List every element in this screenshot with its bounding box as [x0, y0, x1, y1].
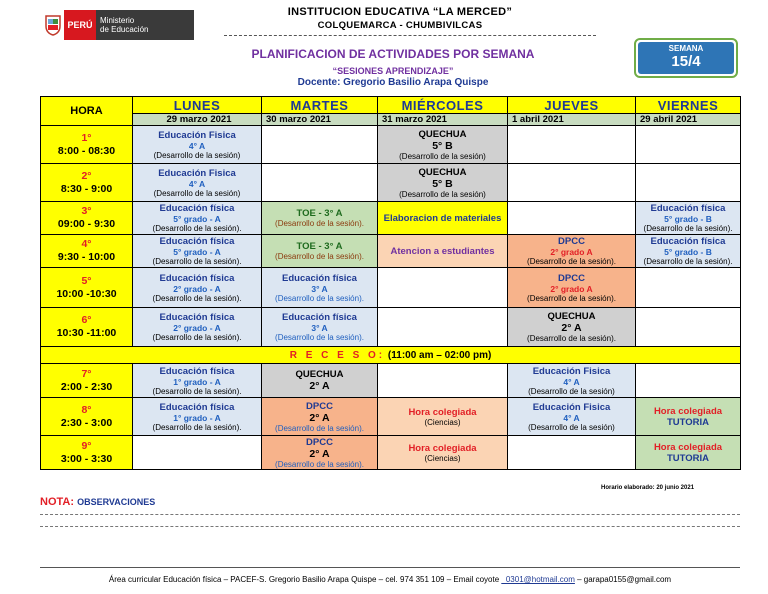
period-cell: 8° 2:30 - 3:00	[41, 398, 133, 436]
period-cell: 6° 10:30 -11:00	[41, 308, 133, 347]
class-cell: Hora colegiada (Ciencias)	[378, 436, 508, 470]
peru-shield-icon	[42, 10, 64, 40]
week-value: 15/4	[671, 53, 701, 70]
recess-cell: R E C E S O: (11:00 am – 02:00 pm)	[41, 347, 741, 364]
class-cell: Educación Fisica 4° A (Desarrollo de la sesión)	[133, 164, 262, 202]
class-cell: QUECHUA 2° A	[262, 364, 378, 398]
class-cell: Hora colegiada TUTORIA	[636, 398, 741, 436]
table-row	[41, 398, 741, 436]
header-divider	[224, 35, 596, 36]
class-cell: QUECHUA 5° B (Desarrollo de la sesión)	[378, 126, 508, 164]
class-cell: TOE - 3° A (Desarrollo de la sesión).	[262, 235, 378, 268]
table-row	[41, 436, 741, 470]
day-wednesday: MIÉRCOLES	[378, 97, 508, 114]
empty-cell	[262, 126, 378, 164]
table-row	[41, 235, 741, 268]
institution-location: COLQUEMARCA - CHUMBIVILCAS	[317, 20, 483, 31]
class-cell: TOE - 3° A (Desarrollo de la sesión).	[262, 202, 378, 235]
elaborated-date: Horario elaborado: 20 junio 2021	[601, 485, 695, 491]
table-row	[41, 268, 741, 308]
empty-cell	[508, 164, 636, 202]
table-row	[41, 126, 741, 164]
class-cell: DPCC 2° grado A (Desarrollo de la sesión).	[508, 235, 636, 268]
logo-ministerio-text: Ministerio de Educación	[96, 10, 194, 40]
period-cell: 5° 10:00 -10:30	[41, 268, 133, 308]
date-tuesday: 30 marzo 2021	[262, 114, 378, 126]
observation-line	[40, 526, 740, 527]
class-cell: DPCC 2° grado A (Desarrollo de la sesión).	[508, 268, 636, 308]
date-friday: 29 abril 2021	[636, 114, 741, 126]
period-cell: 7° 2:00 - 2:30	[41, 364, 133, 398]
week-box	[634, 38, 738, 78]
institution-name: INSTITUCION EDUCATIVA “LA MERCED”	[287, 6, 513, 18]
empty-cell	[378, 308, 508, 347]
class-cell: Elaboracion de materiales	[378, 202, 508, 235]
date-row	[41, 114, 741, 126]
class-cell: Educación física 1° grado - A (Desarrollo de la sesión).	[133, 398, 262, 436]
empty-cell	[508, 126, 636, 164]
day-tuesday: MARTES	[262, 97, 378, 114]
class-cell: Educación Fisica 4° A (Desarrollo de la sesión)	[508, 398, 636, 436]
nota-heading: NOTA: OBSERVACIONES	[40, 496, 156, 508]
class-cell: Educación física 1° grado - A (Desarrollo de la sesión).	[133, 364, 262, 398]
empty-cell	[378, 364, 508, 398]
table-row	[41, 164, 741, 202]
period-cell: 3° 09:00 - 9:30	[41, 202, 133, 235]
empty-cell	[508, 436, 636, 470]
page-title: PLANIFICACION DE ACTIVIDADES POR SEMANA	[251, 47, 535, 61]
period-cell: 1° 8:00 - 08:30	[41, 126, 133, 164]
class-cell: Educación Fisica 4° A (Desarrollo de la sesión)	[133, 126, 262, 164]
table-row	[41, 202, 741, 235]
day-header-row	[41, 97, 741, 114]
class-cell: Educación física 5° grado - A (Desarrollo de la sesión).	[133, 202, 262, 235]
week-label: SEMANA	[668, 44, 704, 53]
period-cell: 9° 3:00 - 3:30	[41, 436, 133, 470]
minedu-logo	[42, 10, 194, 40]
date-wednesday: 31 marzo 2021	[378, 114, 508, 126]
class-cell: QUECHUA 2° A (Desarrollo de la sesión).	[508, 308, 636, 347]
page-subtitle: “SESIONES APRENDIZAJE”	[332, 66, 454, 76]
period-cell: 2° 8:30 - 9:00	[41, 164, 133, 202]
class-cell: DPCC 2° A (Desarrollo de la sesión).	[262, 436, 378, 470]
class-cell: DPCC 2° A (Desarrollo de la sesión).	[262, 398, 378, 436]
class-cell: Educación física 2° grado - A (Desarrollo de la sesión).	[133, 308, 262, 347]
class-cell: Atencion a estudiantes	[378, 235, 508, 268]
class-cell: Educación física 3° A (Desarrollo de la sesión).	[262, 268, 378, 308]
empty-cell	[636, 164, 741, 202]
empty-cell	[636, 126, 741, 164]
footer-contact: Área curricular Educación física – PACEF-S. Gregorio Basilio Arapa Quispe – cel. 974 351 109 – Email coyote _0301@hotmail.com – garapa0155@gmail.com	[108, 575, 672, 584]
empty-cell	[636, 364, 741, 398]
empty-cell	[636, 308, 741, 347]
recess-row	[41, 347, 741, 364]
empty-cell	[378, 268, 508, 308]
day-monday: LUNES	[133, 97, 262, 114]
day-thursday: JUEVES	[508, 97, 636, 114]
class-cell: Hora colegiada TUTORIA	[636, 436, 741, 470]
class-cell: Educación física 5° grado - A (Desarrollo de la sesión).	[133, 235, 262, 268]
class-cell: Educación física 3° A (Desarrollo de la sesión).	[262, 308, 378, 347]
empty-cell	[262, 164, 378, 202]
logo-peru-text: PERÚ	[64, 10, 96, 40]
table-row	[41, 364, 741, 398]
class-cell: Educación física 5° grado - B (Desarrollo de la sesión).	[636, 235, 741, 268]
email-link[interactable]: _0301@hotmail.com	[501, 575, 575, 584]
class-cell: Educación física 2° grado - A (Desarrollo de la sesión).	[133, 268, 262, 308]
hora-header: HORA	[41, 97, 133, 126]
table-row	[41, 308, 741, 347]
schedule-table	[40, 96, 741, 470]
date-monday: 29 marzo 2021	[133, 114, 262, 126]
observation-line	[40, 514, 740, 515]
empty-cell	[508, 202, 636, 235]
period-cell: 4° 9:30 - 10:00	[41, 235, 133, 268]
teacher-name: Docente: Gregorio Basilio Arapa Quispe	[297, 77, 489, 88]
empty-cell	[636, 268, 741, 308]
class-cell: Educación física 5° grado - B (Desarrollo de la sesión).	[636, 202, 741, 235]
class-cell: QUECHUA 5° B (Desarrollo de la sesión)	[378, 164, 508, 202]
footer-divider	[40, 567, 740, 568]
day-friday: VIERNES	[636, 97, 741, 114]
class-cell: Hora colegiada (Ciencias)	[378, 398, 508, 436]
class-cell: Educación Fisica 4° A (Desarrollo de la sesión)	[508, 364, 636, 398]
date-thursday: 1 abril 2021	[508, 114, 636, 126]
empty-cell	[133, 436, 262, 470]
